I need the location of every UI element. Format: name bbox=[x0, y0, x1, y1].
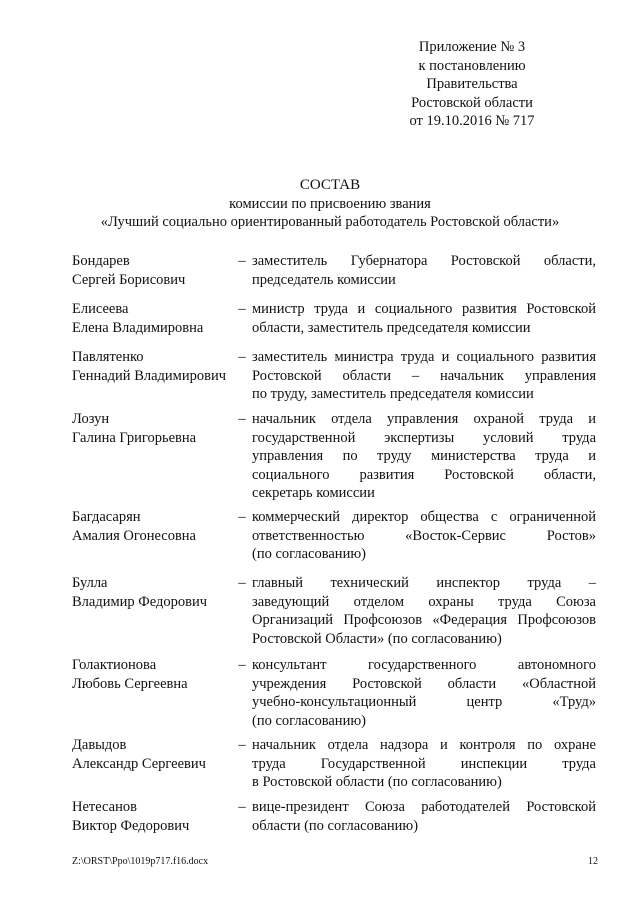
position-line: заместитель Губернатора Ростовской области, bbox=[252, 253, 596, 269]
position-line: Организаций Профсоюзов «Федерация Профсоюзов bbox=[252, 612, 596, 629]
appendix-line: от 19.10.2016 № 717 bbox=[409, 113, 535, 130]
position-line: (по согласованию) bbox=[252, 546, 366, 563]
member-surname: Булла bbox=[72, 575, 108, 591]
member-given-names: Сергей Борисович bbox=[72, 271, 186, 288]
title-line: «Лучший социально ориентированный работодатель Ростовской области» bbox=[100, 214, 560, 231]
member-position bbox=[252, 656, 596, 730]
member-given-names: Геннадий Владимирович bbox=[72, 367, 227, 384]
position-line: коммерческий директор общества с ограниченной bbox=[252, 509, 596, 525]
position-line: министр труда и социального развития Ростовской bbox=[252, 301, 596, 317]
footer-file-path: Z:\ORST\Ppo\1019p717.f16.docx bbox=[72, 856, 209, 867]
member-name bbox=[72, 348, 232, 385]
member-given-names: Виктор Федорович bbox=[72, 817, 190, 834]
title-head: СОСТАВ bbox=[299, 177, 361, 193]
position-line: государственной экспертизы условий труда bbox=[252, 429, 596, 446]
position-line: учреждения Ростовской области «Областной bbox=[252, 675, 596, 692]
member-name bbox=[72, 410, 232, 447]
position-line: заместитель министра труда и социального развития bbox=[252, 349, 596, 365]
appendix-line: Ростовской области bbox=[411, 94, 533, 111]
member-position bbox=[252, 410, 596, 503]
member-position bbox=[252, 348, 596, 404]
position-line: (по согласованию) bbox=[252, 712, 366, 729]
member-surname: Елисеева bbox=[72, 301, 129, 317]
member-given-names: Галина Григорьевна bbox=[72, 429, 197, 446]
title-line: комиссии по присвоению звания bbox=[229, 195, 431, 212]
position-line: в Ростовской области (по согласованию) bbox=[252, 774, 502, 791]
appendix-line: Правительства bbox=[426, 76, 518, 93]
appendix-block bbox=[372, 38, 572, 131]
member-surname: Лозун bbox=[72, 411, 110, 427]
dash-separator: – bbox=[238, 799, 246, 815]
position-line: области, заместитель председателя комиссии bbox=[252, 319, 531, 336]
member-name bbox=[72, 798, 232, 835]
dash-separator: – bbox=[238, 509, 246, 525]
member-position bbox=[252, 574, 596, 648]
position-line: социального развития Ростовской области, bbox=[252, 466, 596, 483]
dash-separator: – bbox=[238, 301, 246, 317]
member-given-names: Владимир Федорович bbox=[72, 593, 208, 610]
page-number: 12 bbox=[588, 856, 598, 867]
position-line: консультант государственного автономного bbox=[252, 657, 596, 673]
position-line: по труду, заместитель председателя комиссии bbox=[252, 386, 534, 403]
member-position bbox=[252, 252, 596, 289]
dash-separator: – bbox=[238, 575, 246, 591]
member-name bbox=[72, 736, 232, 773]
member-position bbox=[252, 508, 596, 564]
position-line: секретарь комиссии bbox=[252, 485, 375, 502]
member-surname: Павлятенко bbox=[72, 349, 144, 365]
member-surname: Бондарев bbox=[72, 253, 130, 269]
position-line: Ростовской области – начальник управления bbox=[252, 367, 596, 384]
member-given-names: Амалия Огонесовна bbox=[72, 527, 196, 544]
position-line: начальник отдела управления охраной труда и bbox=[252, 411, 596, 427]
member-surname: Нетесанов bbox=[72, 799, 137, 815]
position-line: председатель комиссии bbox=[252, 271, 396, 288]
member-position bbox=[252, 736, 596, 792]
position-line: главный технический инспектор труда – bbox=[252, 575, 596, 591]
document-title bbox=[60, 176, 600, 232]
member-position bbox=[252, 300, 596, 337]
position-line: труда Государственной инспекции труда bbox=[252, 755, 596, 772]
member-name bbox=[72, 252, 232, 289]
dash-separator: – bbox=[238, 657, 246, 673]
member-name bbox=[72, 574, 232, 611]
appendix-line: Приложение № 3 bbox=[418, 39, 526, 55]
member-given-names: Любовь Сергеевна bbox=[72, 675, 188, 692]
position-line: Ростовской Области» (по согласованию) bbox=[252, 630, 502, 647]
position-line: учебно-консультационный центр «Труд» bbox=[252, 694, 596, 711]
member-surname: Багдасарян bbox=[72, 509, 141, 525]
member-position bbox=[252, 798, 596, 835]
position-line: управления по труду министерства труда и bbox=[252, 448, 596, 465]
dash-separator: – bbox=[238, 411, 246, 427]
dash-separator: – bbox=[238, 253, 246, 269]
appendix-line: к постановлению bbox=[418, 57, 526, 74]
position-line: ответственностью «Восток-Сервис Ростов» bbox=[252, 527, 596, 544]
position-line: заведующий отделом охраны труда Союза bbox=[252, 593, 596, 610]
member-surname: Давыдов bbox=[72, 737, 127, 753]
position-line: начальник отдела надзора и контроля по охране bbox=[252, 737, 596, 753]
position-line: вице-президент Союза работодателей Ростовской bbox=[252, 799, 596, 815]
member-given-names: Александр Сергеевич bbox=[72, 755, 206, 772]
member-given-names: Елена Владимировна bbox=[72, 319, 204, 336]
member-surname: Голактионова bbox=[72, 657, 157, 673]
dash-separator: – bbox=[238, 349, 246, 365]
dash-separator: – bbox=[238, 737, 246, 753]
member-name bbox=[72, 656, 232, 693]
position-line: области (по согласованию) bbox=[252, 817, 419, 834]
member-name bbox=[72, 508, 232, 545]
member-name bbox=[72, 300, 232, 337]
